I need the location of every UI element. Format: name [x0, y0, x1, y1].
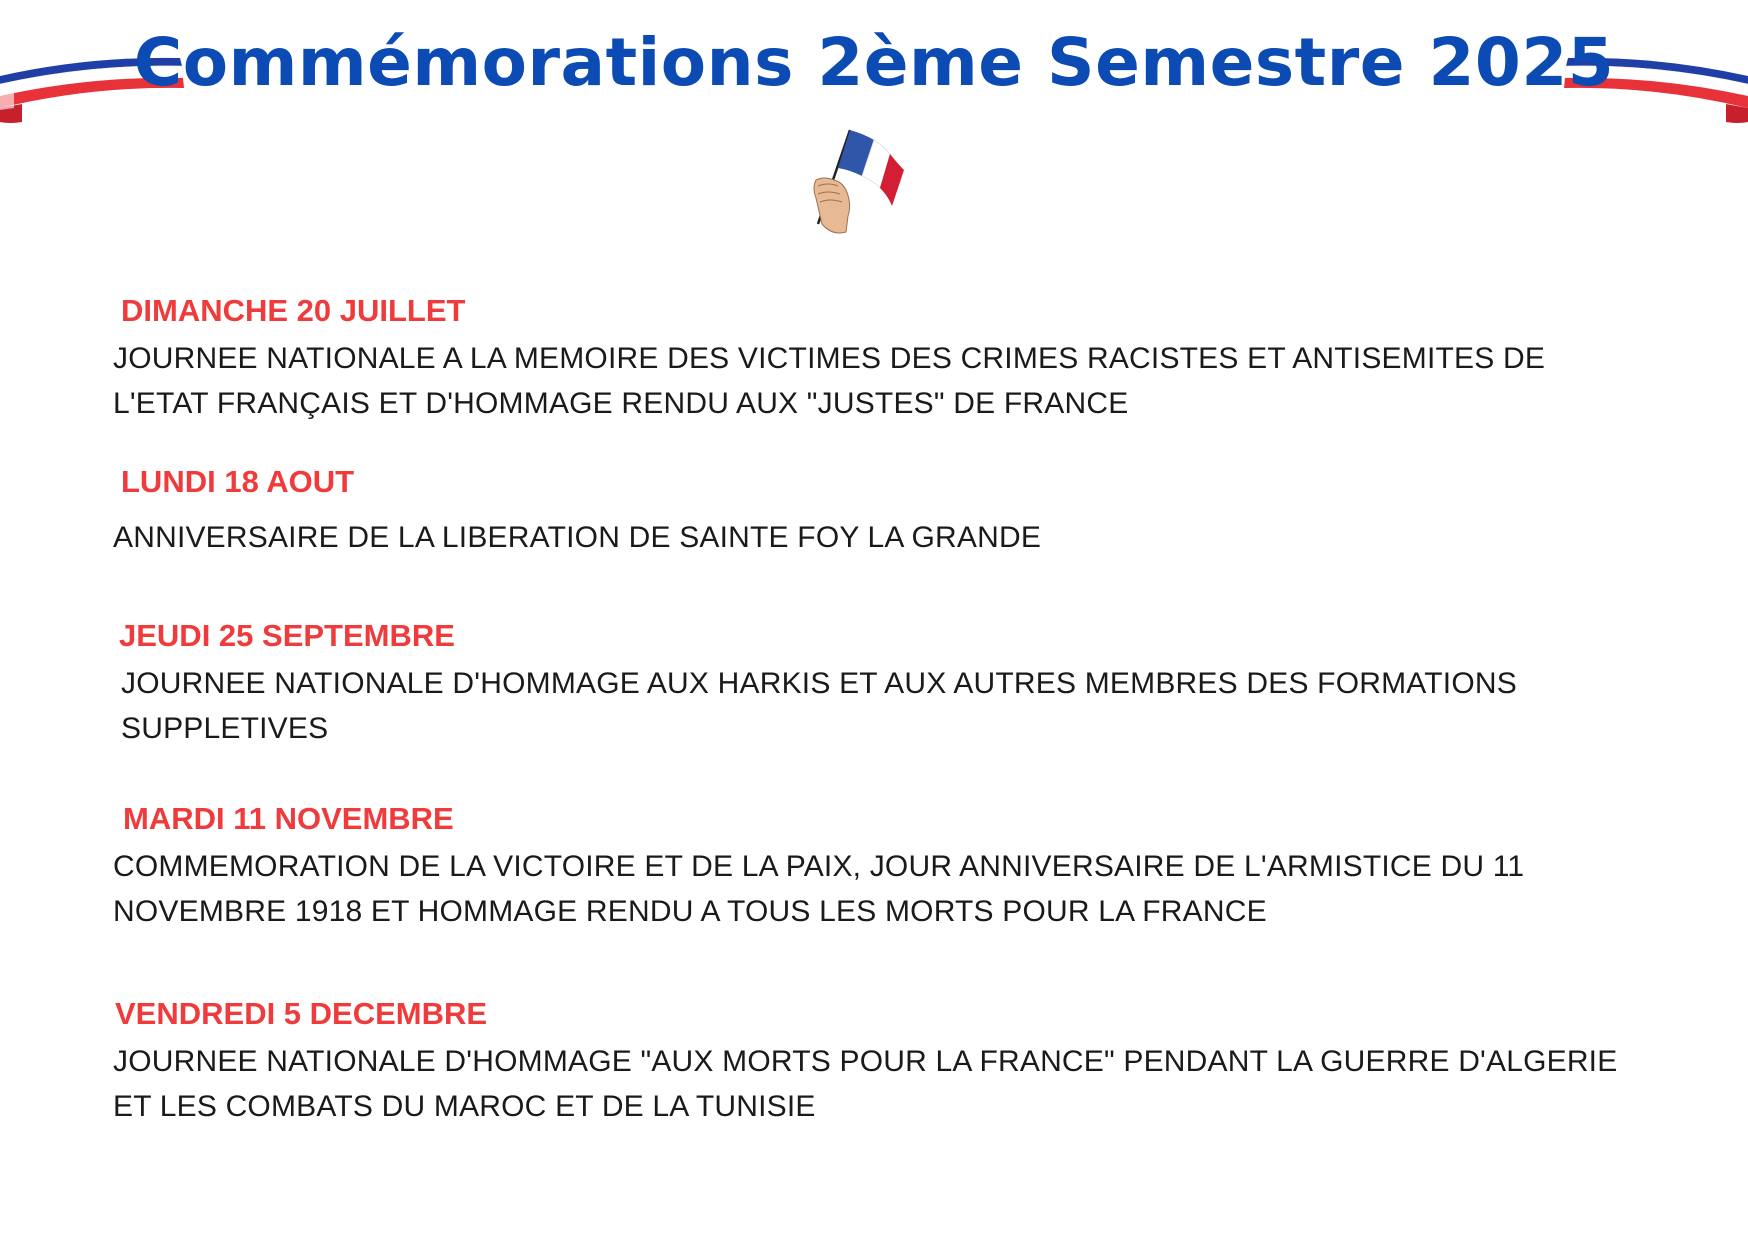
event-description: JOURNEE NATIONALE A LA MEMOIRE DES VICTIMES DES CRIMES RACISTES ET ANTISEMITES DE L'ETAT FRANÇAIS ET D'HOMMAGE RENDU AUX "JUSTES" DE FRANCE: [113, 342, 1546, 420]
event-item: [113, 995, 1633, 1129]
event-date: MARDI 11 NOVEMBRE: [123, 801, 454, 836]
event-date: VENDREDI 5 DECEMBRE: [115, 996, 488, 1031]
event-description: ANNIVERSAIRE DE LA LIBERATION DE SAINTE FOY LA GRANDE: [113, 521, 1042, 554]
page-title: Commémorations 2ème Semestre 2025: [133, 24, 1615, 101]
event-description: JOURNEE NATIONALE D'HOMMAGE AUX HARKIS ET AUX AUTRES MEMBRES DES FORMATIONS SUPPLETIVES: [121, 667, 1517, 745]
event-item: [113, 617, 1633, 751]
event-date: LUNDI 18 AOUT: [121, 464, 355, 499]
event-description: JOURNEE NATIONALE D'HOMMAGE "AUX MORTS POUR LA FRANCE" PENDANT LA GUERRE D'ALGERIE ET LES COMBATS DU MAROC ET DE LA TUNISIE: [113, 1045, 1618, 1123]
event-item: [113, 292, 1633, 426]
event-date: DIMANCHE 20 JUILLET: [121, 293, 466, 328]
event-item: [113, 463, 1633, 560]
event-description: COMMEMORATION DE LA VICTOIRE ET DE LA PAIX, JOUR ANNIVERSAIRE DE L'ARMISTICE DU 11 NOVEMBRE 1918 ET HOMMAGE RENDU A TOUS LES MORTS POUR LA FRANCE: [113, 850, 1525, 928]
event-date: JEUDI 25 SEPTEMBRE: [119, 618, 455, 653]
event-item: [113, 800, 1633, 934]
hand-holding-french-flag-icon: [808, 124, 908, 244]
